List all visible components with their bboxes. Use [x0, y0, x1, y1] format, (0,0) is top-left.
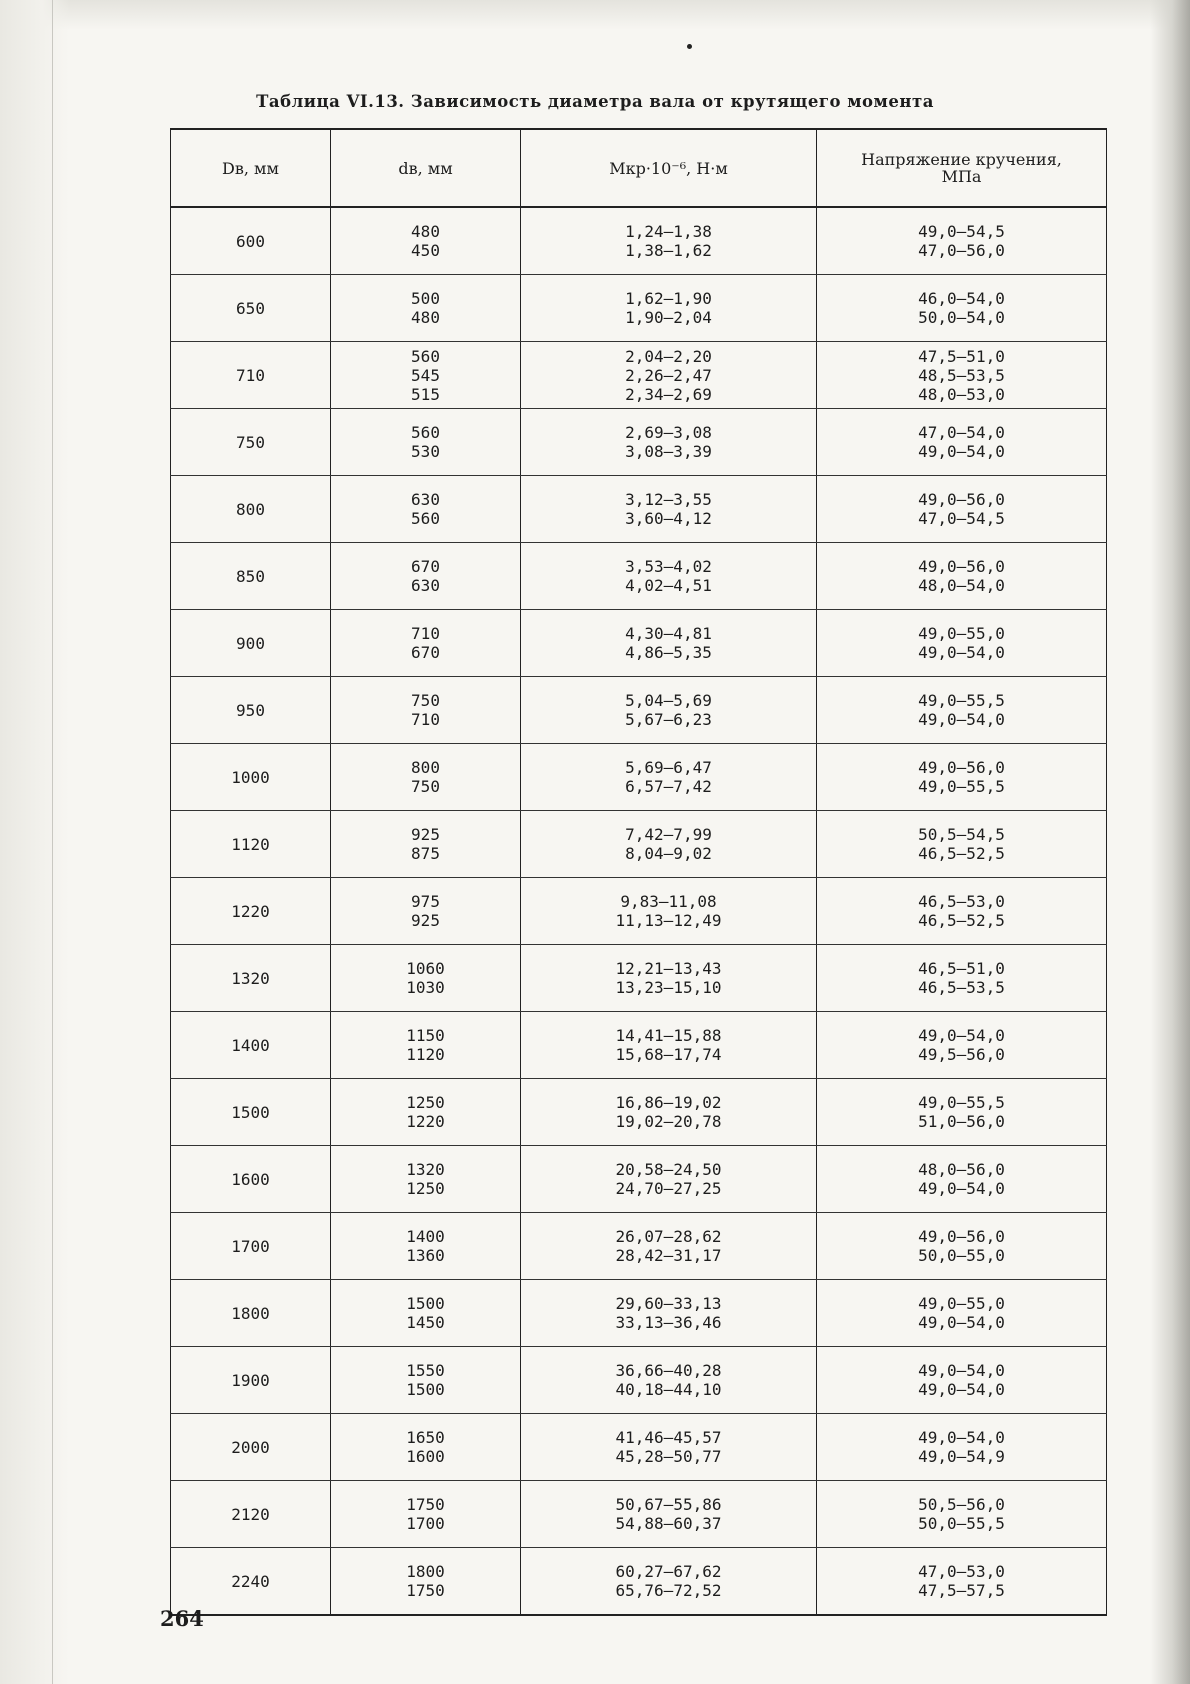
cell-torsion-stress	[817, 1548, 1107, 1616]
torque-value: 26,07—28,62	[615, 1227, 722, 1246]
scan-shadow-right	[1150, 0, 1190, 1684]
cell-torque	[521, 1347, 817, 1414]
table-row	[171, 744, 1107, 811]
torsion-stress-value: 47,0—54,0	[918, 423, 1005, 442]
torque-value: 2,69—3,08	[625, 423, 712, 442]
table-row	[171, 677, 1107, 744]
inner-diameter-value: 1360	[406, 1246, 445, 1265]
torsion-stress-value: 49,0—55,5	[918, 1093, 1005, 1112]
cell-torque	[521, 610, 817, 677]
cell-torque	[521, 1481, 817, 1548]
torsion-stress-value: 50,5—56,0	[918, 1495, 1005, 1514]
inner-diameter-value: 530	[411, 442, 440, 461]
inner-diameter-value: 1320	[406, 1160, 445, 1179]
torsion-stress-value: 49,0—56,0	[918, 557, 1005, 576]
cell-inner-diameter	[331, 1012, 521, 1079]
cell-torque	[521, 1012, 817, 1079]
cell-inner-diameter	[331, 1548, 521, 1616]
cell-inner-diameter	[331, 1079, 521, 1146]
torsion-stress-value: 47,0—56,0	[918, 241, 1005, 260]
torsion-stress-value: 49,0—54,9	[918, 1447, 1005, 1466]
cell-torque	[521, 677, 817, 744]
cell-torque	[521, 275, 817, 342]
cell-torque	[521, 409, 817, 476]
torque-value: 13,23—15,10	[615, 978, 722, 997]
cell-torque	[521, 1079, 817, 1146]
torque-value: 29,60—33,13	[615, 1294, 722, 1313]
torque-value: 5,04—5,69	[625, 691, 712, 710]
cell-outer-diameter: 1220	[171, 878, 331, 945]
torsion-stress-value: 51,0—56,0	[918, 1112, 1005, 1131]
torque-value: 7,42—7,99	[625, 825, 712, 844]
scan-edge-left	[52, 0, 53, 1684]
table-row	[171, 476, 1107, 543]
torsion-stress-value: 46,5—52,5	[918, 911, 1005, 930]
inner-diameter-value: 1060	[406, 959, 445, 978]
cell-outer-diameter: 1320	[171, 945, 331, 1012]
inner-diameter-value: 875	[411, 844, 440, 863]
cell-outer-diameter: 1800	[171, 1280, 331, 1347]
torque-value: 4,02—4,51	[625, 576, 712, 595]
inner-diameter-value: 750	[411, 777, 440, 796]
torque-value: 3,53—4,02	[625, 557, 712, 576]
cell-torque	[521, 1146, 817, 1213]
torsion-stress-value: 49,0—56,0	[918, 490, 1005, 509]
torsion-stress-value: 49,0—54,0	[918, 1361, 1005, 1380]
torsion-stress-value: 49,0—55,5	[918, 777, 1005, 796]
cell-inner-diameter	[331, 476, 521, 543]
inner-diameter-value: 1700	[406, 1514, 445, 1533]
torsion-stress-value: 49,0—56,0	[918, 1227, 1005, 1246]
inner-diameter-value: 710	[411, 710, 440, 729]
torque-value: 3,12—3,55	[625, 490, 712, 509]
cell-outer-diameter: 800	[171, 476, 331, 543]
table-row	[171, 945, 1107, 1012]
cell-torsion-stress	[817, 1280, 1107, 1347]
torque-value: 15,68—17,74	[615, 1045, 722, 1064]
cell-torque	[521, 1414, 817, 1481]
torsion-stress-value: 49,0—54,0	[918, 442, 1005, 461]
torque-value: 8,04—9,02	[625, 844, 712, 863]
inner-diameter-value: 1120	[406, 1045, 445, 1064]
table-row	[171, 878, 1107, 945]
table-body	[171, 207, 1107, 1615]
torque-value: 36,66—40,28	[615, 1361, 722, 1380]
inner-diameter-value: 1500	[406, 1294, 445, 1313]
table-row	[171, 543, 1107, 610]
cell-torque	[521, 945, 817, 1012]
cell-inner-diameter	[331, 409, 521, 476]
cell-inner-diameter	[331, 207, 521, 275]
cell-outer-diameter: 1700	[171, 1213, 331, 1280]
cell-outer-diameter: 1000	[171, 744, 331, 811]
print-speck	[687, 44, 692, 49]
torque-value: 28,42—31,17	[615, 1246, 722, 1265]
table-row	[171, 409, 1107, 476]
inner-diameter-value: 630	[411, 576, 440, 595]
cell-torque	[521, 1280, 817, 1347]
cell-torque	[521, 1213, 817, 1280]
inner-diameter-value: 1400	[406, 1227, 445, 1246]
cell-torsion-stress	[817, 878, 1107, 945]
inner-diameter-value: 560	[411, 423, 440, 442]
inner-diameter-value: 560	[411, 346, 440, 366]
cell-torsion-stress	[817, 811, 1107, 878]
torque-value: 45,28—50,77	[615, 1447, 722, 1466]
cell-outer-diameter: 2000	[171, 1414, 331, 1481]
cell-outer-diameter: 1600	[171, 1146, 331, 1213]
table-row	[171, 1347, 1107, 1414]
torsion-stress-value: 49,0—55,0	[918, 1294, 1005, 1313]
torque-value: 65,76—72,52	[615, 1581, 722, 1600]
torsion-stress-value: 49,0—55,0	[918, 624, 1005, 643]
inner-diameter-value: 480	[411, 308, 440, 327]
cell-torque	[521, 1548, 817, 1616]
torsion-stress-value: 48,5—53,5	[918, 365, 1005, 385]
cell-torsion-stress	[817, 677, 1107, 744]
cell-torque	[521, 207, 817, 275]
cell-inner-diameter	[331, 878, 521, 945]
cell-inner-diameter	[331, 744, 521, 811]
inner-diameter-value: 560	[411, 509, 440, 528]
cell-inner-diameter	[331, 1146, 521, 1213]
torque-value: 2,04—2,20	[625, 346, 712, 366]
torsion-stress-value: 49,0—54,0	[918, 1179, 1005, 1198]
inner-diameter-value: 975	[411, 892, 440, 911]
inner-diameter-value: 1250	[406, 1093, 445, 1112]
cell-inner-diameter	[331, 1481, 521, 1548]
torsion-stress-value: 49,0—54,5	[918, 222, 1005, 241]
torque-value: 2,26—2,47	[625, 365, 712, 385]
inner-diameter-value: 1030	[406, 978, 445, 997]
cell-torsion-stress	[817, 275, 1107, 342]
inner-diameter-value: 800	[411, 758, 440, 777]
inner-diameter-value: 545	[411, 365, 440, 385]
torque-value: 12,21—13,43	[615, 959, 722, 978]
torque-value: 54,88—60,37	[615, 1514, 722, 1533]
header-inner-diameter: dв, мм	[331, 129, 521, 207]
inner-diameter-value: 1450	[406, 1313, 445, 1332]
inner-diameter-value: 1500	[406, 1380, 445, 1399]
table-row	[171, 811, 1107, 878]
cell-inner-diameter	[331, 1213, 521, 1280]
torsion-stress-value: 49,0—54,0	[918, 1313, 1005, 1332]
torsion-stress-value: 49,0—54,0	[918, 1380, 1005, 1399]
table-header-row	[171, 129, 1107, 207]
torsion-stress-value: 47,5—57,5	[918, 1581, 1005, 1600]
cell-torsion-stress	[817, 1213, 1107, 1280]
page-number: 264	[160, 1606, 204, 1631]
cell-torsion-stress	[817, 409, 1107, 476]
inner-diameter-value: 750	[411, 691, 440, 710]
cell-torsion-stress	[817, 207, 1107, 275]
inner-diameter-value: 710	[411, 624, 440, 643]
cell-outer-diameter: 2240	[171, 1548, 331, 1616]
torsion-stress-value: 49,0—54,0	[918, 710, 1005, 729]
inner-diameter-value: 1220	[406, 1112, 445, 1131]
torque-value: 4,30—4,81	[625, 624, 712, 643]
torque-value: 2,34—2,69	[625, 384, 712, 404]
inner-diameter-value: 515	[411, 384, 440, 404]
torque-value: 1,38—1,62	[625, 241, 712, 260]
cell-outer-diameter: 600	[171, 207, 331, 275]
cell-torsion-stress	[817, 1012, 1107, 1079]
inner-diameter-value: 450	[411, 241, 440, 260]
cell-torque	[521, 543, 817, 610]
torque-value: 5,69—6,47	[625, 758, 712, 777]
inner-diameter-value: 670	[411, 643, 440, 662]
cell-torsion-stress	[817, 610, 1107, 677]
torsion-stress-value: 50,0—55,0	[918, 1246, 1005, 1265]
header-torque: Мкр·10⁻⁶, Н·м	[521, 129, 817, 207]
torque-value: 9,83—11,08	[620, 892, 717, 911]
torsion-stress-value: 49,0—56,0	[918, 758, 1005, 777]
cell-outer-diameter: 1500	[171, 1079, 331, 1146]
torque-value: 16,86—19,02	[615, 1093, 722, 1112]
scan-shadow-top	[0, 0, 1190, 30]
cell-inner-diameter	[331, 275, 521, 342]
torque-value: 40,18—44,10	[615, 1380, 722, 1399]
inner-diameter-value: 670	[411, 557, 440, 576]
torsion-stress-value: 50,0—54,0	[918, 308, 1005, 327]
cell-torsion-stress	[817, 1481, 1107, 1548]
torque-value: 60,27—67,62	[615, 1562, 722, 1581]
cell-inner-diameter	[331, 1414, 521, 1481]
cell-outer-diameter: 1900	[171, 1347, 331, 1414]
inner-diameter-value: 630	[411, 490, 440, 509]
torque-value: 5,67—6,23	[625, 710, 712, 729]
cell-outer-diameter: 900	[171, 610, 331, 677]
table-container	[170, 128, 1106, 1616]
inner-diameter-value: 1750	[406, 1581, 445, 1600]
torsion-stress-value: 46,0—54,0	[918, 289, 1005, 308]
inner-diameter-value: 1550	[406, 1361, 445, 1380]
cell-inner-diameter	[331, 945, 521, 1012]
torque-value: 3,08—3,39	[625, 442, 712, 461]
cell-outer-diameter: 710	[171, 342, 331, 409]
table-row	[171, 1213, 1107, 1280]
cell-inner-diameter	[331, 677, 521, 744]
scan-shadow-left	[0, 0, 70, 1684]
torsion-stress-value: 50,5—54,5	[918, 825, 1005, 844]
cell-outer-diameter: 950	[171, 677, 331, 744]
table-row	[171, 1481, 1107, 1548]
table-row	[171, 1012, 1107, 1079]
cell-inner-diameter	[331, 610, 521, 677]
torque-value: 3,60—4,12	[625, 509, 712, 528]
table-row	[171, 1280, 1107, 1347]
torque-value: 11,13—12,49	[615, 911, 722, 930]
torsion-stress-value: 49,0—54,0	[918, 643, 1005, 662]
table-row	[171, 1146, 1107, 1213]
cell-torque	[521, 476, 817, 543]
cell-inner-diameter	[331, 342, 521, 409]
cell-inner-diameter	[331, 1347, 521, 1414]
torsion-stress-value: 48,0—53,0	[918, 384, 1005, 404]
torque-value: 24,70—27,25	[615, 1179, 722, 1198]
torsion-stress-value: 46,5—51,0	[918, 959, 1005, 978]
table-row	[171, 207, 1107, 275]
cell-outer-diameter: 1400	[171, 1012, 331, 1079]
header-torsion-stress-line1: Напряжение кручения,	[861, 150, 1062, 169]
inner-diameter-value: 480	[411, 222, 440, 241]
torsion-stress-value: 49,0—54,0	[918, 1428, 1005, 1447]
inner-diameter-value: 1800	[406, 1562, 445, 1581]
cell-torsion-stress	[817, 1414, 1107, 1481]
torque-value: 4,86—5,35	[625, 643, 712, 662]
header-torsion-stress-line2: МПа	[941, 167, 982, 186]
inner-diameter-value: 500	[411, 289, 440, 308]
torque-value: 19,02—20,78	[615, 1112, 722, 1131]
table-row	[171, 342, 1107, 409]
inner-diameter-value: 1650	[406, 1428, 445, 1447]
inner-diameter-value: 925	[411, 911, 440, 930]
inner-diameter-value: 1150	[406, 1026, 445, 1045]
cell-torque	[521, 342, 817, 409]
inner-diameter-value: 1250	[406, 1179, 445, 1198]
cell-torsion-stress	[817, 543, 1107, 610]
cell-outer-diameter: 2120	[171, 1481, 331, 1548]
cell-torsion-stress	[817, 1079, 1107, 1146]
cell-torque	[521, 811, 817, 878]
torsion-stress-value: 47,0—54,5	[918, 509, 1005, 528]
shaft-diameter-table	[170, 128, 1107, 1616]
header-outer-diameter: Dв, мм	[171, 129, 331, 207]
table-row	[171, 1548, 1107, 1616]
torque-value: 1,24—1,38	[625, 222, 712, 241]
torque-value: 1,62—1,90	[625, 289, 712, 308]
table-row	[171, 275, 1107, 342]
table-row	[171, 610, 1107, 677]
torsion-stress-value: 50,0—55,5	[918, 1514, 1005, 1533]
table-row	[171, 1079, 1107, 1146]
torsion-stress-value: 48,0—56,0	[918, 1160, 1005, 1179]
torsion-stress-value: 49,0—55,5	[918, 691, 1005, 710]
cell-torque	[521, 744, 817, 811]
header-torsion-stress	[817, 129, 1107, 207]
cell-outer-diameter: 650	[171, 275, 331, 342]
cell-torque	[521, 878, 817, 945]
torsion-stress-value: 46,5—52,5	[918, 844, 1005, 863]
torque-value: 41,46—45,57	[615, 1428, 722, 1447]
torsion-stress-value: 49,0—54,0	[918, 1026, 1005, 1045]
torque-value: 1,90—2,04	[625, 308, 712, 327]
torsion-stress-value: 49,5—56,0	[918, 1045, 1005, 1064]
cell-outer-diameter: 850	[171, 543, 331, 610]
cell-inner-diameter	[331, 543, 521, 610]
torsion-stress-value: 47,0—53,0	[918, 1562, 1005, 1581]
table-caption: Таблица VI.13. Зависимость диаметра вала от крутящего момента	[256, 92, 934, 111]
torsion-stress-value: 46,5—53,0	[918, 892, 1005, 911]
cell-outer-diameter: 1120	[171, 811, 331, 878]
cell-torsion-stress	[817, 1146, 1107, 1213]
torque-value: 20,58—24,50	[615, 1160, 722, 1179]
inner-diameter-value: 1600	[406, 1447, 445, 1466]
cell-torsion-stress	[817, 476, 1107, 543]
torque-value: 6,57—7,42	[625, 777, 712, 796]
cell-inner-diameter	[331, 811, 521, 878]
cell-torsion-stress	[817, 1347, 1107, 1414]
inner-diameter-value: 925	[411, 825, 440, 844]
torsion-stress-value: 48,0—54,0	[918, 576, 1005, 595]
torque-value: 14,41—15,88	[615, 1026, 722, 1045]
torque-value: 33,13—36,46	[615, 1313, 722, 1332]
table-row	[171, 1414, 1107, 1481]
cell-outer-diameter: 750	[171, 409, 331, 476]
torque-value: 50,67—55,86	[615, 1495, 722, 1514]
torsion-stress-value: 46,5—53,5	[918, 978, 1005, 997]
cell-torsion-stress	[817, 342, 1107, 409]
cell-torsion-stress	[817, 744, 1107, 811]
torsion-stress-value: 47,5—51,0	[918, 346, 1005, 366]
inner-diameter-value: 1750	[406, 1495, 445, 1514]
cell-inner-diameter	[331, 1280, 521, 1347]
cell-torsion-stress	[817, 945, 1107, 1012]
